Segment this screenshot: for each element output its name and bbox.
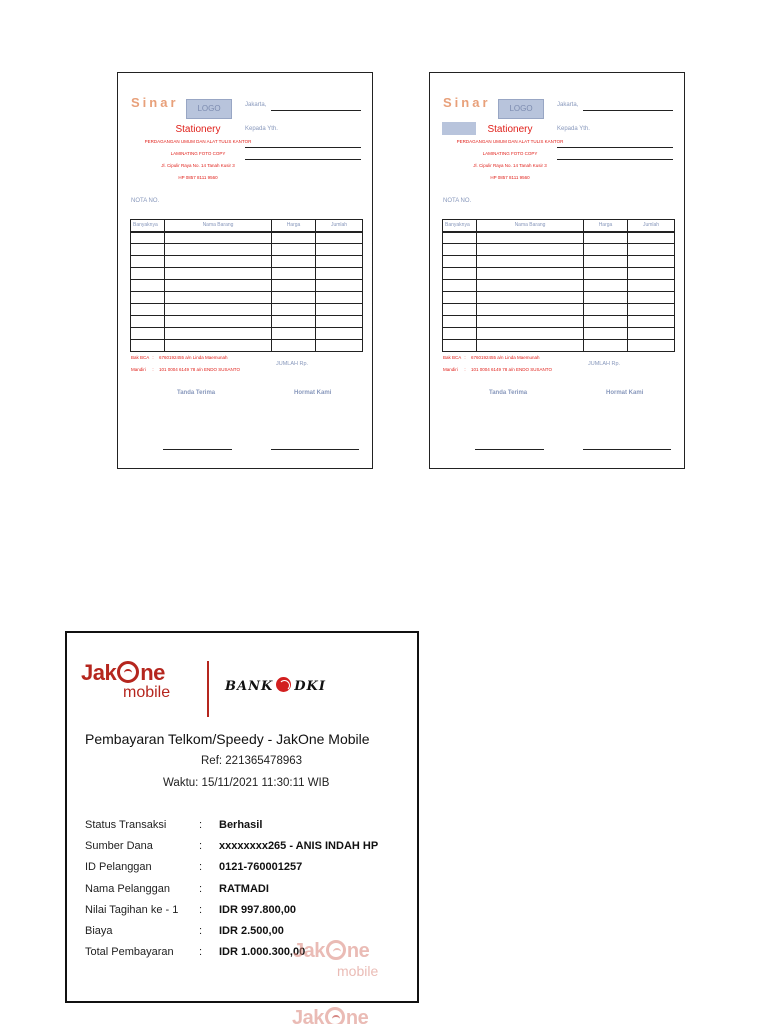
table-row xyxy=(443,292,675,304)
table-row xyxy=(443,316,675,328)
detail-value: Berhasil xyxy=(219,819,263,831)
bank-account: 101 0004 6149 78 a/n ENDO SUSANTO xyxy=(471,367,552,372)
bank-dki-logo xyxy=(225,677,326,694)
date-line xyxy=(583,110,673,111)
store-service: LAMINATING FOTO COPY xyxy=(170,151,226,156)
table-row xyxy=(131,304,363,316)
o-signal-icon xyxy=(325,1007,345,1024)
table-row xyxy=(131,340,363,352)
table-row xyxy=(443,256,675,268)
table-row xyxy=(131,256,363,268)
logo-brand-right: ne xyxy=(140,660,165,685)
o-signal-icon xyxy=(117,661,139,683)
separator: : xyxy=(464,367,466,372)
detail-value: IDR 2.500,00 xyxy=(219,924,284,937)
detail-row xyxy=(85,840,415,861)
detail-value: IDR 997.800,00 xyxy=(219,903,297,916)
detail-value: IDR 1.000.300,00 xyxy=(219,946,306,959)
separator: : xyxy=(199,840,203,853)
table-row xyxy=(443,244,675,256)
address-line-2 xyxy=(245,159,361,160)
separator: : xyxy=(199,861,203,874)
table-row xyxy=(443,280,675,292)
store-phone: HP 0857 8111 9560 xyxy=(490,175,530,180)
items-table xyxy=(442,219,675,352)
detail-row xyxy=(85,819,415,840)
detail-value: RATMADI xyxy=(219,882,269,895)
jakone-mobile-logo xyxy=(81,661,170,701)
logo-brand-left: Jak xyxy=(81,660,117,685)
regards-label: Hormat Kami xyxy=(606,390,644,396)
jakone-watermark-partial xyxy=(292,1006,368,1024)
address-line-1 xyxy=(557,147,673,148)
received-label: Tanda Terima xyxy=(177,390,216,396)
table-row xyxy=(443,328,675,340)
city-label: Jakarta, xyxy=(245,102,267,108)
logo-placeholder: LOGO xyxy=(186,99,232,119)
separator: : xyxy=(199,882,203,895)
bank-name: Mandiri xyxy=(443,367,458,372)
column-header: Harga xyxy=(584,220,628,232)
nota-number-label: NOTA NO. xyxy=(131,198,160,204)
table-row xyxy=(443,340,675,352)
separator: : xyxy=(464,355,466,360)
table-row xyxy=(131,328,363,340)
reference-number: Ref: 221365478963 xyxy=(201,755,303,767)
bank-name: Bak BCA xyxy=(443,355,462,360)
column-header: Jumlah xyxy=(316,220,363,232)
detail-label: Biaya xyxy=(85,924,113,937)
table-row xyxy=(131,244,363,256)
bank-account: 6760192455 a/n Linda Maemunah xyxy=(471,355,540,360)
bank-dki-left: BANK xyxy=(225,679,274,694)
table-header-row xyxy=(443,220,675,232)
signature-line xyxy=(583,449,671,450)
separator: : xyxy=(152,355,154,360)
address-line-1 xyxy=(245,147,361,148)
receipt-title: Pembayaran Telkom/Speedy - JakOne Mobile xyxy=(85,731,370,747)
to-label: Kepada Yth. xyxy=(245,126,278,132)
bank-name: Bak BCA xyxy=(131,355,150,360)
detail-label: Sumber Dana xyxy=(85,840,153,853)
items-table xyxy=(130,219,363,352)
bank-bca-info xyxy=(443,355,540,360)
detail-label: Nama Pelanggan xyxy=(85,882,171,895)
signature-line xyxy=(475,449,544,450)
watermark-brand-right: ne xyxy=(346,940,370,962)
city-label: Jakarta, xyxy=(557,102,579,108)
bank-dki-right: DKI xyxy=(294,679,326,694)
store-service: LAMINATING FOTO COPY xyxy=(482,151,538,156)
detail-value: xxxxxxxx265 - ANIS INDAH HP xyxy=(219,840,379,853)
bank-name: Mandiri xyxy=(131,367,146,372)
watermark-brand-right: ne xyxy=(345,1007,369,1024)
regards-label: Hormat Kami xyxy=(294,390,332,396)
detail-row xyxy=(85,861,415,882)
table-row xyxy=(131,268,363,280)
table-row xyxy=(443,232,675,244)
store-address: Jl. Cipulir Raya No. 14 Tanah Kusir 3 xyxy=(473,163,547,168)
column-header: Nama Barang xyxy=(165,220,272,232)
separator: : xyxy=(199,924,203,937)
separator: : xyxy=(199,819,203,831)
nota-number-label: NOTA NO. xyxy=(443,198,472,204)
logo-divider xyxy=(207,661,209,717)
column-header: Nama Barang xyxy=(477,220,584,232)
invoice-form-left xyxy=(117,72,373,469)
store-tagline: PERDAGANGAN UMUM DAN ALAT TULIS KANTOR xyxy=(144,139,252,144)
column-header: Banyaknya xyxy=(443,220,477,232)
separator: : xyxy=(199,903,203,916)
bank-bca-info xyxy=(131,355,228,360)
bank-mandiri-info xyxy=(131,367,240,372)
jakone-watermark xyxy=(293,939,378,979)
o-signal-icon xyxy=(326,940,346,960)
store-brand: Sinar xyxy=(131,95,179,110)
watermark-brand-left: Jak xyxy=(293,940,325,962)
bank-mandiri-info xyxy=(443,367,552,372)
to-label: Kepada Yth. xyxy=(557,126,590,132)
transaction-time: Waktu: 15/11/2021 11:30:11 WIB xyxy=(163,777,330,789)
table-row xyxy=(131,316,363,328)
received-label: Tanda Terima xyxy=(489,390,528,396)
separator: : xyxy=(152,367,154,372)
table-header-row xyxy=(131,220,363,232)
date-line xyxy=(271,110,361,111)
bank-account: 6760192455 a/n Linda Maemunah xyxy=(159,355,228,360)
table-row xyxy=(443,304,675,316)
store-phone: HP 0857 8111 9560 xyxy=(178,175,218,180)
invoice-form-right xyxy=(429,72,685,469)
signature-line xyxy=(271,449,359,450)
table-row xyxy=(131,232,363,244)
detail-row xyxy=(85,883,415,904)
detail-value: 0121-760001257 xyxy=(219,861,303,874)
column-header: Jumlah xyxy=(628,220,675,232)
total-label: JUMLAH Rp. xyxy=(276,361,309,367)
table-row xyxy=(131,292,363,304)
store-brand: Sinar xyxy=(443,95,491,110)
store-name: Stationery xyxy=(175,124,221,135)
logo-placeholder: LOGO xyxy=(498,99,544,119)
watermark-mobile-text: mobile xyxy=(337,963,379,979)
bank-account: 101 0004 6149 78 a/n ENDO SUSANTO xyxy=(159,367,240,372)
address-line-2 xyxy=(557,159,673,160)
table-row xyxy=(131,280,363,292)
signature-line xyxy=(163,449,232,450)
store-address: Jl. Cipulir Raya No. 14 Tanah Kusir 3 xyxy=(161,163,235,168)
detail-label: Status Transaksi xyxy=(85,819,167,831)
total-label: JUMLAH Rp. xyxy=(588,361,621,367)
detail-label: Total Pembayaran xyxy=(85,946,174,959)
logo-mobile-text: mobile xyxy=(123,684,171,701)
watermark-brand-left: Jak xyxy=(292,1007,324,1024)
payment-receipt xyxy=(65,631,419,1003)
detail-row xyxy=(85,904,415,925)
bank-dki-emblem-icon xyxy=(276,677,291,692)
detail-label: ID Pelanggan xyxy=(85,861,152,874)
detail-label: Nilai Tagihan ke - 1 xyxy=(85,903,179,916)
table-row xyxy=(443,268,675,280)
store-name: Stationery xyxy=(487,124,533,135)
column-header: Harga xyxy=(272,220,316,232)
store-tagline: PERDAGANGAN UMUM DAN ALAT TULIS KANTOR xyxy=(456,139,564,144)
column-header: Banyaknya xyxy=(131,220,165,232)
separator: : xyxy=(199,946,203,959)
